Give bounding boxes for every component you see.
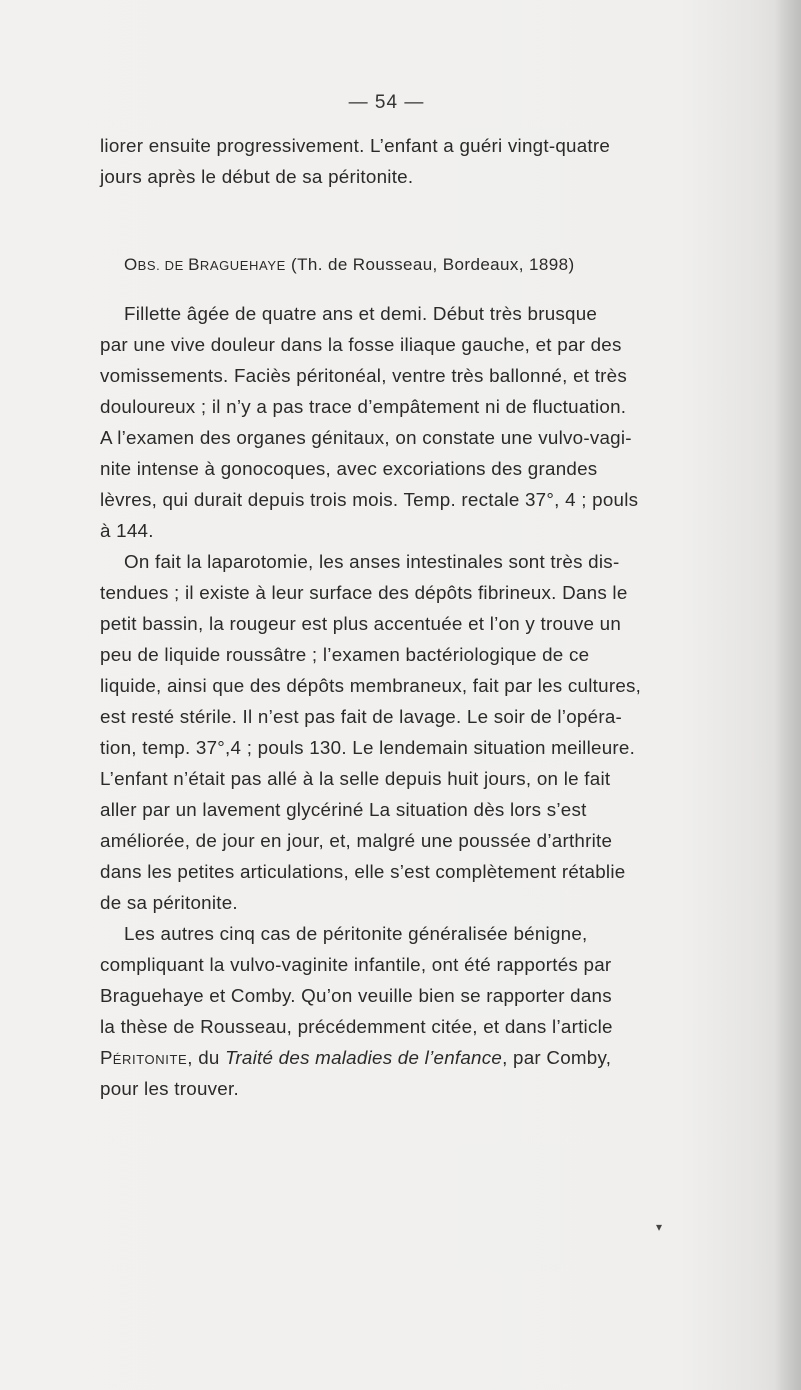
obs-name-smallcaps: RAGUEHAYE xyxy=(199,258,286,273)
observation-body xyxy=(100,298,760,1104)
body-line: tendues ; il existe à leur surface des dépôts fibrineux. Dans le xyxy=(100,582,628,603)
body-line: à 144. xyxy=(100,520,154,541)
page-edge-shadow xyxy=(775,0,801,1390)
body-line: par une vive douleur dans la fosse iliaque gauche, et par des xyxy=(100,334,622,355)
body-line: vomissements. Faciès péritonéal, ventre très ballonné, et très xyxy=(100,365,628,386)
body-line: Fillette âgée de quatre ans et demi. Début très brusque xyxy=(124,303,598,324)
intro-line-1: liorer ensuite progressivement. L’enfant a guéri vingt-quatre xyxy=(100,135,611,156)
ref-connector: , du xyxy=(187,1047,226,1068)
intro-line-2: jours après le début de sa péritonite. xyxy=(100,166,414,187)
obs-citation: (Th. de Rousseau, Bordeaux, 1898) xyxy=(285,255,575,274)
book-title: Traité des maladies de l’enfance xyxy=(225,1047,503,1068)
ref-author: , par Comby, xyxy=(502,1047,612,1068)
body-line: tion, temp. 37°,4 ; pouls 130. Le lendemain situation meilleure. xyxy=(100,737,636,758)
body-line: nite intense à gonocoques, avec excoriations des grandes xyxy=(100,458,598,479)
obs-prefix: O xyxy=(124,255,138,274)
obs-de: DE xyxy=(160,258,189,273)
body-line: Braguehaye et Comby. Qu’on veuille bien se rapporter dans xyxy=(100,985,612,1006)
body-line: aller par un lavement glycériné La situation dès lors s’est xyxy=(100,799,587,820)
body-line: améliorée, de jour en jour, et, malgré une poussée d’arthrite xyxy=(100,830,613,851)
body-line: de sa péritonite. xyxy=(100,892,238,913)
printer-ornament: ▾ xyxy=(656,1220,663,1234)
intro-paragraph xyxy=(100,130,760,192)
body-line-final: pour les trouver. xyxy=(100,1078,239,1099)
body-line-reference xyxy=(100,1042,760,1073)
body-line: A l’examen des organes génitaux, on constate une vulvo-vagi- xyxy=(100,427,632,448)
page-number: — 54 — xyxy=(348,92,425,113)
body-line: dans les petites articulations, elle s’est complètement rétablie xyxy=(100,861,626,882)
body-line: liquide, ainsi que des dépôts membraneux, fait par les cultures, xyxy=(100,675,642,696)
body-line: L’enfant n’était pas allé à la selle depuis huit jours, on le fait xyxy=(100,768,611,789)
body-line: est resté stérile. Il n’est pas fait de lavage. Le soir de l’opéra- xyxy=(100,706,623,727)
ref-smallcaps: ÉRITONITE xyxy=(112,1052,188,1067)
ref-initial: P xyxy=(100,1047,113,1068)
obs-name-initial: B xyxy=(188,255,200,274)
body-line: petit bassin, la rougeur est plus accentuée et l’on y trouve un xyxy=(100,613,622,634)
observation-heading xyxy=(124,255,575,275)
body-line: Les autres cinq cas de péritonite généralisée bénigne, xyxy=(124,923,588,944)
body-line: la thèse de Rousseau, précédemment citée, et dans l’article xyxy=(100,1016,613,1037)
body-line: compliquant la vulvo-vaginite infantile, ont été rapportés par xyxy=(100,954,612,975)
body-line: lèvres, qui durait depuis trois mois. Temp. rectale 37°, 4 ; pouls xyxy=(100,489,639,510)
body-line: On fait la laparotomie, les anses intestinales sont très dis- xyxy=(124,551,620,572)
obs-prefix-smallcaps: BS. xyxy=(137,258,161,273)
body-line: douloureux ; il n’y a pas trace d’empâtement ni de fluctuation. xyxy=(100,396,627,417)
body-line: peu de liquide roussâtre ; l’examen bactériologique de ce xyxy=(100,644,590,665)
